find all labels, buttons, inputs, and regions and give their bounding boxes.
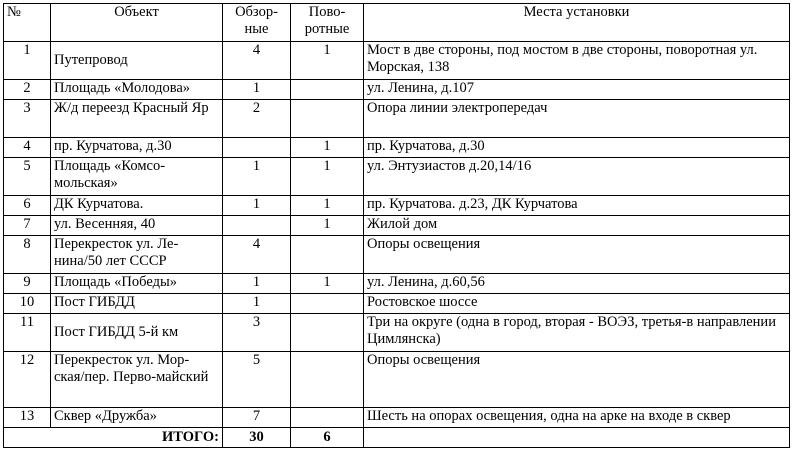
row-rotary xyxy=(291,314,364,352)
row-num: 11 xyxy=(4,314,51,352)
row-num: 8 xyxy=(4,236,51,274)
row-num: 12 xyxy=(4,352,51,408)
row-rotary xyxy=(291,80,364,100)
table-row xyxy=(4,42,790,80)
row-locations: Мост в две стороны, под мостом в две стороны, поворотная ул. Морская, 138 xyxy=(364,42,790,80)
row-locations: пр. Курчатова, д.30 xyxy=(364,138,790,158)
row-rotary xyxy=(291,100,364,138)
total-label: ИТОГО: xyxy=(4,428,223,448)
header-rotary: Пово- ротные xyxy=(291,4,364,42)
row-locations: Три на округе (одна в город, вторая - ВОЭЗ, третья-в направлении Цимлянска) xyxy=(364,314,790,352)
row-rotary: 1 xyxy=(291,138,364,158)
total-blank xyxy=(364,428,790,448)
row-rotary: 1 xyxy=(291,216,364,236)
table-row xyxy=(4,216,790,236)
row-num: 9 xyxy=(4,274,51,294)
row-object: Перекресток ул. Ле-нина/50 лет СССР xyxy=(51,236,223,274)
row-overview xyxy=(223,138,291,158)
row-num: 13 xyxy=(4,408,51,428)
row-locations: ул. Ленина, д.107 xyxy=(364,80,790,100)
table-row xyxy=(4,236,790,274)
table-row xyxy=(4,80,790,100)
row-locations: Опоры освещения xyxy=(364,352,790,408)
header-overview: Обзор- ные xyxy=(223,4,291,42)
row-rotary: 1 xyxy=(291,158,364,196)
row-object: Площадь «Победы» xyxy=(51,274,223,294)
row-locations: Ростовское шоссе xyxy=(364,294,790,314)
row-num: 3 xyxy=(4,100,51,138)
row-overview: 1 xyxy=(223,80,291,100)
row-overview: 4 xyxy=(223,236,291,274)
row-overview: 5 xyxy=(223,352,291,408)
row-rotary: 1 xyxy=(291,196,364,216)
row-overview: 7 xyxy=(223,408,291,428)
table-row xyxy=(4,158,790,196)
row-overview: 2 xyxy=(223,100,291,138)
table-row xyxy=(4,294,790,314)
row-locations: Опоры освещения xyxy=(364,236,790,274)
total-row xyxy=(4,428,790,448)
row-object: Ж/д переезд Красный Яр xyxy=(51,100,223,138)
row-locations: ул. Ленина, д.60,56 xyxy=(364,274,790,294)
header-num: № xyxy=(4,4,51,42)
row-overview: 1 xyxy=(223,274,291,294)
row-locations: Шесть на опорах освещения, одна на арке на входе в сквер xyxy=(364,408,790,428)
row-object: Сквер «Дружба» xyxy=(51,408,223,428)
header-locations: Места установки xyxy=(364,4,790,42)
table-row xyxy=(4,352,790,408)
row-object: Площадь «Молодова» xyxy=(51,80,223,100)
row-object: ул. Весенняя, 40 xyxy=(51,216,223,236)
row-object: Пост ГИБДД 5-й км xyxy=(51,314,223,352)
row-object: Перекресток ул. Мор-ская/пер. Перво-майский xyxy=(51,352,223,408)
row-overview: 1 xyxy=(223,196,291,216)
row-object: Пост ГИБДД xyxy=(51,294,223,314)
row-overview: 1 xyxy=(223,294,291,314)
row-rotary xyxy=(291,294,364,314)
table-row xyxy=(4,408,790,428)
row-object: Площадь «Комсо-мольская» xyxy=(51,158,223,196)
table-row xyxy=(4,138,790,158)
row-num: 10 xyxy=(4,294,51,314)
row-num: 7 xyxy=(4,216,51,236)
row-overview: 3 xyxy=(223,314,291,352)
row-locations: ул. Энтузиастов д.20,14/16 xyxy=(364,158,790,196)
table-row xyxy=(4,196,790,216)
row-rotary xyxy=(291,236,364,274)
total-overview: 30 xyxy=(223,428,291,448)
row-locations: пр. Курчатова. д.23, ДК Курчатова xyxy=(364,196,790,216)
row-num: 5 xyxy=(4,158,51,196)
row-overview xyxy=(223,216,291,236)
row-num: 1 xyxy=(4,42,51,80)
row-locations: Опора линии электропередач xyxy=(364,100,790,138)
row-rotary: 1 xyxy=(291,274,364,294)
installation-table xyxy=(3,3,790,448)
row-object: пр. Курчатова, д.30 xyxy=(51,138,223,158)
total-rotary: 6 xyxy=(291,428,364,448)
row-overview: 4 xyxy=(223,42,291,80)
row-object: ДК Курчатова. xyxy=(51,196,223,216)
row-num: 2 xyxy=(4,80,51,100)
header-row xyxy=(4,4,790,42)
row-rotary xyxy=(291,408,364,428)
row-num: 4 xyxy=(4,138,51,158)
row-rotary xyxy=(291,352,364,408)
table-row xyxy=(4,100,790,138)
table-row xyxy=(4,274,790,294)
table-row xyxy=(4,314,790,352)
row-object: Путепровод xyxy=(51,42,223,80)
row-rotary: 1 xyxy=(291,42,364,80)
row-overview: 1 xyxy=(223,158,291,196)
row-locations: Жилой дом xyxy=(364,216,790,236)
row-num: 6 xyxy=(4,196,51,216)
header-object: Объект xyxy=(51,4,223,42)
